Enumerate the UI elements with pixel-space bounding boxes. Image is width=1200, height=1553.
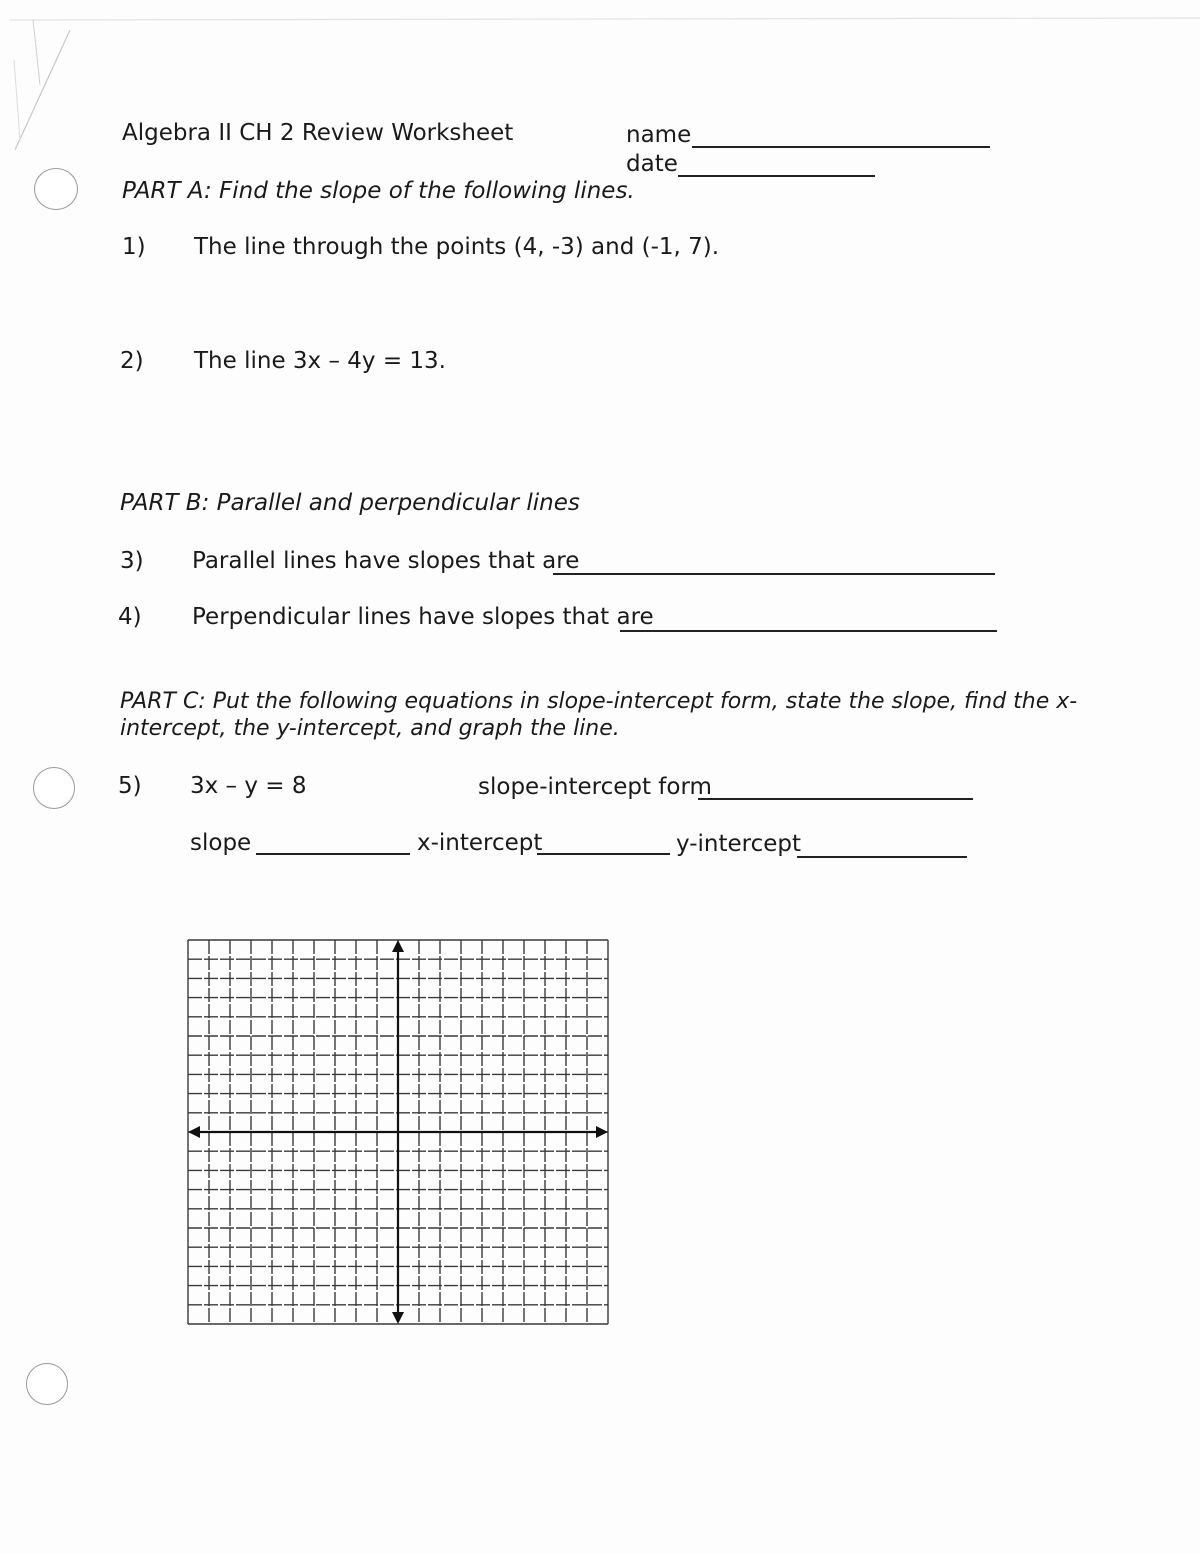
coordinate-grid[interactable] xyxy=(186,938,610,1326)
x-axis-left-arrow xyxy=(188,1126,200,1138)
binder-hole-top xyxy=(34,168,78,210)
question-3-number: 3) xyxy=(120,548,144,574)
question-4-answer-field[interactable] xyxy=(620,630,997,632)
part-c-heading-line-1: PART C: Put the following equations in slope-intercept form, state the slope, find the x- xyxy=(120,689,1078,714)
question-4-text: Perpendicular lines have slopes that are xyxy=(192,604,654,630)
date-label: date xyxy=(626,151,678,177)
y-intercept-label: y-intercept xyxy=(676,831,802,857)
worksheet-title: Algebra II CH 2 Review Worksheet xyxy=(122,120,514,146)
question-1-text: The line through the points (4, -3) and (-1, 7). xyxy=(194,234,720,260)
coordinate-grid-svg xyxy=(186,938,610,1326)
slope-intercept-form-label: slope-intercept form xyxy=(478,774,712,800)
question-2-text: The line 3x – 4y = 13. xyxy=(194,348,446,374)
part-a-heading: PART A: Find the slope of the following lines. xyxy=(122,178,635,204)
question-2-number: 2) xyxy=(120,348,144,374)
x-intercept-label: x-intercept xyxy=(417,830,543,856)
slope-field[interactable] xyxy=(256,853,410,855)
question-3-text: Parallel lines have slopes that are xyxy=(192,548,580,574)
question-3-answer-field[interactable] xyxy=(553,573,995,575)
part-c-heading-line-2: intercept, the y-intercept, and graph the line. xyxy=(120,716,620,741)
name-field[interactable] xyxy=(692,146,990,148)
question-1-number: 1) xyxy=(122,234,146,260)
x-axis-right-arrow xyxy=(596,1126,608,1138)
y-axis-down-arrow xyxy=(392,1312,404,1324)
x-intercept-field[interactable] xyxy=(537,853,670,855)
part-b-heading: PART B: Parallel and perpendicular lines xyxy=(120,490,580,516)
binder-hole-middle xyxy=(33,767,75,809)
name-label: name xyxy=(626,122,692,148)
date-field[interactable] xyxy=(678,175,875,177)
slope-label: slope xyxy=(190,830,252,856)
slope-intercept-form-field[interactable] xyxy=(698,798,973,800)
y-intercept-field[interactable] xyxy=(797,856,967,858)
binder-hole-bottom xyxy=(26,1363,68,1405)
question-5-equation: 3x – y = 8 xyxy=(190,773,307,799)
question-5-number: 5) xyxy=(118,773,142,799)
y-axis-up-arrow xyxy=(392,940,404,952)
question-4-number: 4) xyxy=(118,604,142,630)
